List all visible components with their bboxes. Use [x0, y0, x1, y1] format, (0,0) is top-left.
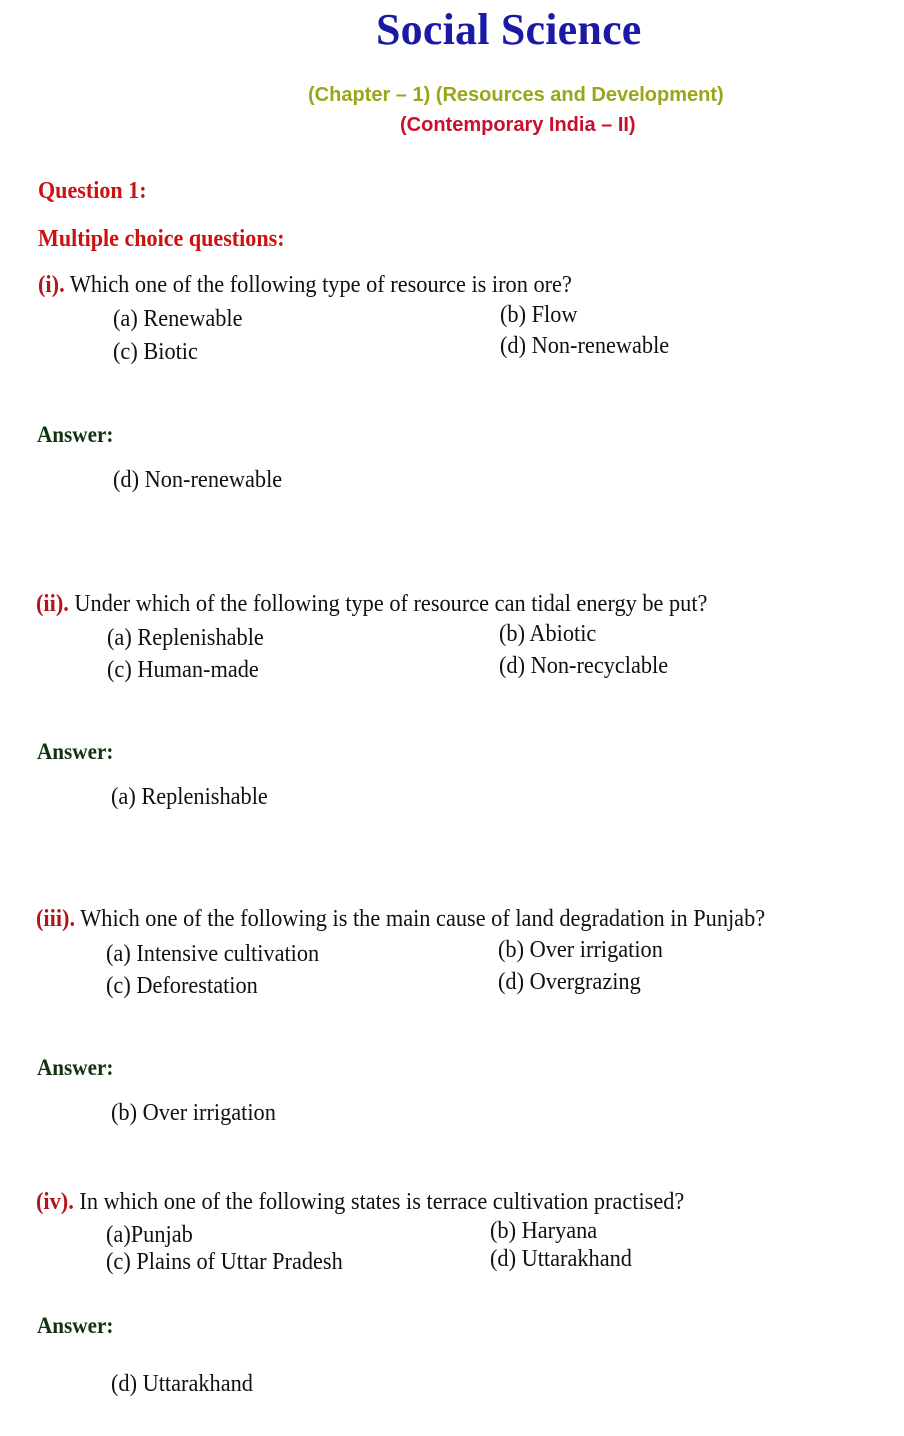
book-subtitle: (Contemporary India – II) — [400, 114, 636, 136]
mcq-subheading: Multiple choice questions: — [38, 226, 285, 252]
question-heading: Question 1: — [38, 178, 147, 204]
option-c: (c) Deforestation — [106, 973, 258, 999]
answer-value: (d) Non-renewable — [113, 467, 283, 493]
question-number: (ii). — [36, 591, 69, 617]
answer-label: Answer: — [37, 1055, 114, 1080]
answer-value: (b) Over irrigation — [111, 1100, 276, 1126]
question-text — [38, 272, 572, 299]
question-number: (i). — [38, 272, 65, 298]
question-number: (iv). — [36, 1189, 74, 1215]
option-c: (c) Human-made — [107, 657, 259, 683]
option-a: (a)Punjab — [106, 1222, 193, 1248]
question-number: (iii). — [36, 906, 76, 932]
question-text — [36, 1189, 684, 1216]
question-body: Which one of the following type of resource is iron ore? — [64, 272, 572, 298]
answer-label: Answer: — [37, 1313, 114, 1338]
option-d: (d) Non-recyclable — [499, 653, 669, 679]
option-a: (a) Replenishable — [107, 625, 264, 651]
option-c: (c) Biotic — [113, 339, 198, 365]
question-text — [36, 906, 765, 933]
answer-value: (d) Uttarakhand — [111, 1371, 253, 1397]
question-text — [36, 591, 707, 618]
option-a: (a) Renewable — [113, 306, 243, 332]
option-b: (b) Flow — [500, 302, 578, 328]
answer-label: Answer: — [37, 422, 114, 447]
page-title: Social Science — [376, 5, 642, 54]
answer-value: (a) Replenishable — [111, 784, 268, 810]
option-c: (c) Plains of Uttar Pradesh — [106, 1249, 343, 1275]
question-body: In which one of the following states is terrace cultivation practised? — [73, 1189, 685, 1215]
chapter-subtitle: (Chapter – 1) (Resources and Development) — [308, 84, 724, 106]
option-d: (d) Non-renewable — [500, 333, 670, 359]
option-d: (d) Overgrazing — [498, 969, 641, 995]
option-a: (a) Intensive cultivation — [106, 941, 320, 967]
option-b: (b) Over irrigation — [498, 937, 663, 963]
question-body: Under which of the following type of resource can tidal energy be put? — [68, 591, 708, 617]
question-body: Which one of the following is the main cause of land degradation in Punjab? — [75, 906, 766, 932]
answer-label: Answer: — [37, 739, 114, 764]
option-d: (d) Uttarakhand — [490, 1246, 632, 1272]
option-b: (b) Haryana — [490, 1218, 598, 1244]
option-b: (b) Abiotic — [499, 621, 597, 647]
